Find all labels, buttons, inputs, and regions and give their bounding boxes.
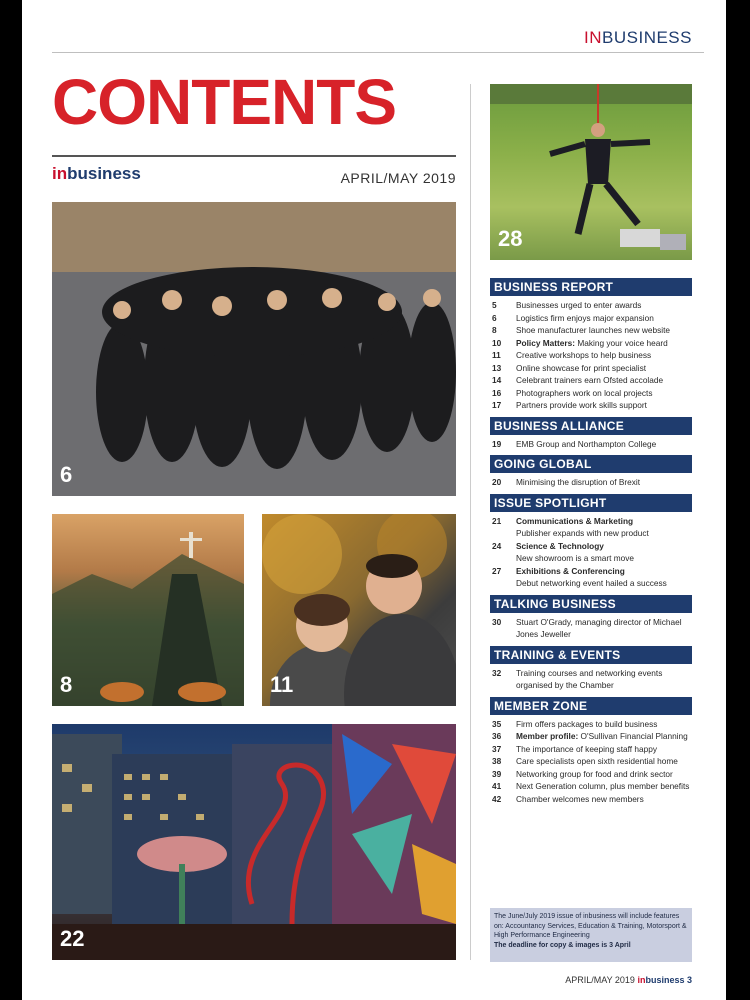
item-page-number: 16 [492,387,502,398]
next-issue-text: The June/July 2019 issue of inbusiness will include features on: Accountancy Services, Education & Training, Motorsport & High Performance Engineering [494,913,687,939]
contents-item[interactable] [490,362,692,375]
title-rule [52,155,456,157]
contents-item[interactable] [490,730,692,743]
item-description: Logistics firm enjoys major expansion [516,312,654,323]
contents-item[interactable] [490,565,692,590]
item-page-number: 8 [492,325,497,335]
item-description: Firm offers packages to build business [516,718,658,729]
item-text [516,374,663,387]
item-page-number: 24 [492,540,502,551]
section-gap [490,805,692,810]
section-heading: BUSINESS ALLIANCE [490,417,692,435]
contents-item[interactable] [490,299,692,312]
item-description: Chamber welcomes new members [516,793,644,804]
item-description: Training courses and networking events organised by the Chamber [516,667,663,690]
item-description: The importance of keeping staff happy [516,743,657,754]
magazine-page [22,0,726,1000]
item-description: Photographers work on local projects [516,387,653,398]
contents-item[interactable] [490,337,692,350]
city-photo-page-number: 22 [60,926,85,951]
mountain-photo-art [52,514,244,706]
item-description: Stuart O'Grady, managing director of Michael Jones Jeweller [516,616,682,639]
item-page-number: 6 [492,312,497,323]
contents-item[interactable] [490,349,692,362]
footer-date: APRIL/MAY 2019 [565,975,635,985]
item-page-number: 32 [492,667,502,678]
item-text [516,540,634,565]
item-description: Online showcase for print specialist [516,362,647,373]
contents-item[interactable] [490,793,692,806]
item-page-number: 13 [492,362,502,373]
issue-date: APRIL/MAY 2019 [340,170,456,186]
next-issue-deadline: The deadline for copy & images is 3 April [494,941,631,949]
item-text [516,349,651,362]
city-photo-art [52,724,456,960]
item-description: Debut networking event hailed a success [516,578,667,588]
item-text [516,616,692,641]
item-text [516,515,649,540]
contents-item[interactable] [490,718,692,731]
item-text [516,730,688,743]
item-text [516,768,673,781]
header-rule [52,52,704,53]
section-heading: GOING GLOBAL [490,455,692,473]
item-page-number: 42 [492,793,502,804]
section-heading: ISSUE SPOTLIGHT [490,494,692,512]
contents-item[interactable] [490,743,692,756]
item-text [516,387,653,400]
portrait-photo [262,514,456,706]
item-page-number: 37 [492,743,502,754]
footer-page-number: 3 [686,975,692,985]
item-text [516,667,692,692]
item-description: EMB Group and Northampton College [516,438,657,449]
item-text [516,438,656,451]
item-description: Creative workshops to help business [516,350,652,360]
zipline-photo [490,84,692,260]
contents-item[interactable] [490,438,692,451]
item-text [516,793,644,806]
item-text [516,399,647,412]
contents-item[interactable] [490,324,692,337]
item-page-number: 27 [492,565,502,576]
contents-item[interactable] [490,399,692,412]
contents-item[interactable] [490,780,692,793]
mountain-photo [52,514,244,706]
item-description: Celebrant trainers earn Ofsted accolade [516,375,664,385]
item-page-number: 21 [492,515,502,526]
page-title: CONTENTS [52,66,396,138]
item-bold-label: Exhibitions & Conferencing [516,565,625,576]
city-photo [52,724,456,960]
item-text [516,755,678,768]
contents-item[interactable] [490,387,692,400]
item-text [516,312,654,325]
inbusiness-logo: inbusiness [52,164,141,183]
contents-item[interactable] [490,667,692,692]
team-photo [52,202,456,496]
item-page-number: 20 [492,477,502,487]
column-divider [470,84,471,960]
item-page-number: 38 [492,756,502,766]
contents-item[interactable] [490,540,692,565]
item-text [516,299,641,312]
portrait-photo-page-number: 11 [270,672,294,697]
item-description: Minimising the disruption of Brexit [516,477,641,487]
contents-item[interactable] [490,616,692,641]
item-text [516,743,657,756]
item-page-number: 30 [492,616,502,627]
item-description: Publisher expands with new product [516,528,649,538]
item-page-number: 41 [492,781,502,791]
contents-item[interactable] [490,768,692,781]
item-description: Next Generation column, plus member benefits [516,781,690,791]
contents-item[interactable] [490,515,692,540]
contents-item[interactable] [490,374,692,387]
item-description: Networking group for food and drink sector [516,768,673,779]
section-heading: TRAINING & EVENTS [490,646,692,664]
item-text [516,337,668,350]
mountain-photo-page-number: 8 [60,672,73,697]
contents-item[interactable] [490,755,692,768]
item-page-number: 10 [492,337,502,348]
contents-item[interactable] [490,476,692,489]
header-brand: INBUSINESS [584,28,692,47]
contents-item[interactable] [490,312,692,325]
item-description: Shoe manufacturer launches new website [516,325,671,335]
item-page-number: 5 [492,300,497,310]
team-photo-art [52,202,456,496]
page-footer: APRIL/MAY 2019 inbusiness 3 [565,975,692,985]
item-page-number: 17 [492,400,502,410]
item-text [516,362,646,375]
item-page-number: 39 [492,768,502,779]
item-description: O'Sullivan Financial Planning [578,731,688,741]
item-bold-label: Policy Matters: [516,337,576,348]
item-description: New showroom is a smart move [516,553,635,563]
section-heading: MEMBER ZONE [490,697,692,715]
item-text [516,476,640,489]
item-text [516,565,667,590]
item-description: Care specialists open sixth residential home [516,756,678,766]
item-bold-label: Science & Technology [516,540,604,551]
item-bold-label: Member profile: [516,731,579,741]
item-bold-label: Communications & Marketing [516,515,634,526]
item-page-number: 19 [492,438,502,449]
item-description: Partners provide work skills support [516,400,647,410]
contents-sections [490,278,692,810]
item-page-number: 14 [492,375,502,385]
item-page-number: 36 [492,731,502,741]
next-issue-note [490,908,692,962]
item-page-number: 11 [492,350,501,360]
team-photo-page-number: 6 [60,462,73,487]
item-page-number: 35 [492,718,502,729]
section-heading: BUSINESS REPORT [490,278,692,296]
zipline-photo-page-number: 28 [498,226,523,251]
item-text [516,718,657,731]
item-text [516,324,670,337]
item-description: Businesses urged to enter awards [516,300,642,310]
item-description: Making your voice heard [575,337,668,348]
section-heading: TALKING BUSINESS [490,595,692,613]
item-text [516,780,689,793]
